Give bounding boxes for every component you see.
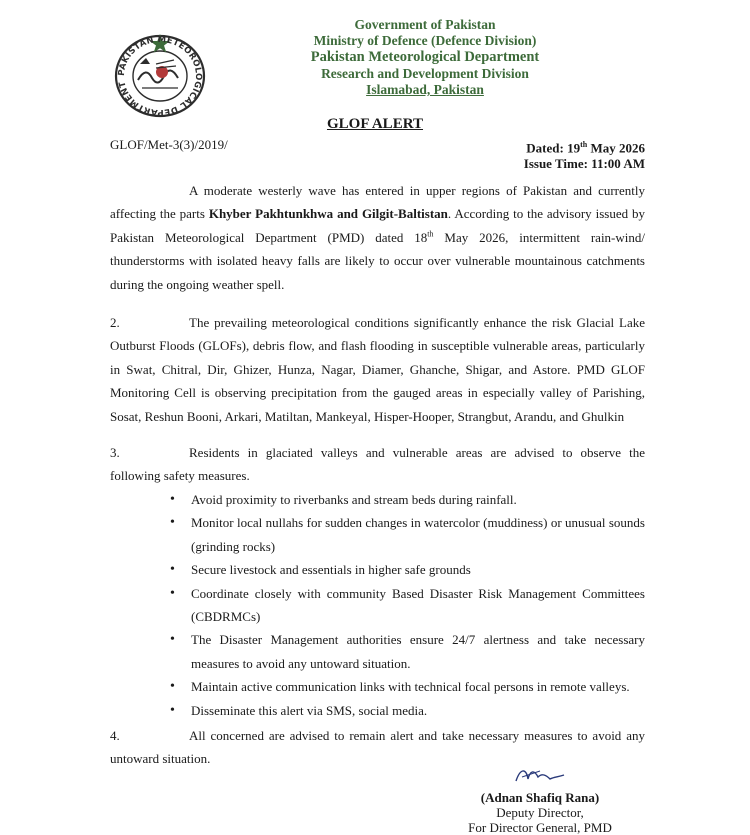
signatory-name: (Adnan Shafiq Rana)	[480, 790, 600, 805]
reference-number: GLOF/Met-3(3)/2019/	[110, 137, 228, 152]
paragraph-3: 3. Residents in glaciated valleys and vulnerable areas are advised to observe the following safety measures.	[110, 441, 645, 488]
letterhead-government: Government of Pakistan	[354, 17, 496, 32]
issue-time: Issue Time: 11:00 AM	[523, 156, 645, 172]
list-item: • Secure livestock and essentials in higher safe grounds	[110, 558, 645, 581]
letterhead-department: Pakistan Meteorological Department	[310, 49, 540, 65]
list-item: • The Disaster Management authorities ensure 24/7 alertness and take necessary measures to avoid any untoward situation.	[110, 628, 645, 675]
paragraph-number: 3.	[110, 445, 120, 460]
list-item: • Monitor local nullahs for sudden changes in watercolor (muddiness) or unusual sounds (grinding rocks)	[110, 511, 645, 558]
signature-block	[440, 765, 640, 835]
letterhead-location: Islamabad, Pakistan	[366, 82, 484, 97]
handwritten-signature	[510, 765, 570, 787]
paragraph-1: A moderate westerly wave has entered in upper regions of Pakistan and currently affecting the parts Khyber Pakhtunkhwa and Gilgit-Baltistan. According to the advisory issued by Pakistan Meteorological Department (PMD) dated 18th May 2026, intermittent rain-wind/ thunderstorms with isolated heavy falls are likely to occur over vulnerable mountainous catchments during the ongoing weather spell.	[110, 183, 646, 292]
date-line: Dated: 19th May 2026	[526, 140, 645, 156]
pmd-logo	[104, 20, 216, 120]
paragraph-2: 2. The prevailing meteorological conditions significantly enhance the risk Glacial Lake Outburst Floods (GLOFs), debris flow, and flash flooding in susceptible vulnerable areas, particularly in Swat, Chitral, Dir, Ghizer, Hunza, Nagar, Diamer, Ghanche, Shigar, and Astore. PMD GLOF Monitoring Cell is observing precipitation from the gauged areas in especially valley of Parishing, Sosat, Reshun Booni, Arkari, Matiltan, Mankeyal, Hisper-Hooper, Strangbut, Arandu, and Ghulkin	[110, 311, 645, 428]
signatory-designation: Deputy Director,	[496, 805, 584, 820]
safety-measures-list	[110, 488, 645, 722]
list-item: • Avoid proximity to riverbanks and stream beds during rainfall.	[110, 488, 645, 511]
affected-regions: Khyber Pakhtunkhwa and Gilgit-Baltistan	[208, 206, 448, 222]
paragraph-4: 4. All concerned are advised to remain alert and take necessary measures to avoid any untoward situation.	[110, 724, 645, 771]
list-item: • Maintain active communication links with technical focal persons in remote valleys.	[110, 675, 645, 698]
date-block	[524, 137, 645, 172]
svg-text:PAKISTAN METEOROLOGICAL DEPART: PAKISTAN METEOROLOGICAL DEPARTMENT	[116, 34, 204, 118]
signatory-for: For Director General, PMD	[468, 820, 612, 835]
letterhead	[230, 17, 620, 98]
list-item: • Coordinate closely with community Based Disaster Risk Management Committees (CBDRMCs)	[110, 582, 645, 629]
document-title: GLOF ALERT	[326, 116, 424, 132]
letterhead-ministry: Ministry of Defence (Defence Division)	[313, 33, 537, 48]
paragraph-number: 2.	[110, 315, 120, 330]
paragraph-number: 4.	[110, 728, 120, 743]
list-item: • Disseminate this alert via SMS, social media.	[110, 699, 645, 722]
letterhead-division: Research and Development Division	[321, 66, 529, 81]
